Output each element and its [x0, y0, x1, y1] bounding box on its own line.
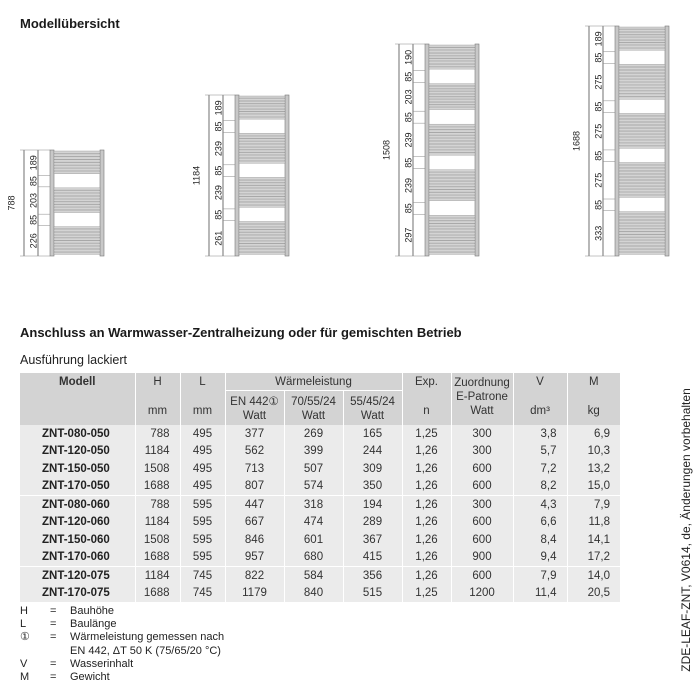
value-cell: 356: [343, 567, 402, 585]
value-cell: 584: [284, 567, 343, 585]
svg-text:239: 239: [403, 177, 414, 194]
svg-text:275: 275: [593, 123, 604, 139]
col-zuordnung-label2: E-Patrone: [456, 391, 508, 403]
value-cell: 600: [451, 460, 513, 478]
legend-equals: =: [50, 631, 57, 644]
table-row: [20, 531, 620, 549]
model-cell: ZNT-120-050: [20, 443, 135, 461]
value-cell: 788: [135, 496, 180, 514]
value-cell: 807: [225, 478, 284, 496]
col-70-55-24: [284, 391, 343, 426]
legend-key: L: [20, 618, 27, 631]
svg-text:297: 297: [403, 227, 414, 243]
value-cell: 1184: [135, 514, 180, 532]
col-55-unit: Watt: [360, 410, 385, 422]
col-h-label: H: [153, 376, 162, 388]
value-cell: 11,4: [513, 585, 567, 603]
table-row: [20, 478, 620, 496]
value-cell: 1508: [135, 531, 180, 549]
legend-item: [20, 631, 224, 644]
model-overview-heading: Modellübersicht: [20, 16, 120, 31]
svg-text:85: 85: [403, 203, 414, 214]
model-cell: ZNT-080-050: [20, 425, 135, 443]
value-cell: 600: [451, 478, 513, 496]
value-cell: 495: [180, 425, 225, 443]
legend-item: [20, 671, 224, 684]
value-cell: 745: [180, 585, 225, 603]
radiator-diagram-1688: [571, 24, 685, 258]
value-cell: 11,8: [567, 514, 620, 532]
col-en442: [225, 391, 284, 426]
svg-text:275: 275: [593, 172, 604, 188]
table-row: [20, 514, 620, 532]
col-en442-label: EN 442①: [230, 396, 279, 408]
value-cell: 1,26: [402, 443, 451, 461]
svg-text:189: 189: [28, 155, 39, 171]
value-cell: 7,9: [513, 567, 567, 585]
value-cell: 300: [451, 425, 513, 443]
legend-key: [20, 645, 50, 658]
table-row: [20, 460, 620, 478]
value-cell: 1200: [451, 585, 513, 603]
legend-equals: =: [50, 671, 57, 684]
table-row: [20, 567, 620, 585]
legend-key: ①: [20, 631, 30, 644]
value-cell: 562: [225, 443, 284, 461]
svg-text:85: 85: [28, 176, 39, 187]
document-reference-note: ZDE-LEAF-ZNT, V0614, de, Änderungen vorbehalten: [679, 388, 693, 672]
col-m-unit: kg: [587, 405, 600, 417]
svg-text:85: 85: [213, 121, 224, 132]
col-zuordnung-unit: Watt: [470, 405, 494, 417]
legend-text: Gewicht: [70, 671, 110, 684]
svg-text:1508: 1508: [381, 139, 392, 161]
col-modell: Modell: [20, 373, 135, 425]
col-en442-unit: Watt: [242, 410, 267, 422]
spec-table: [20, 373, 620, 602]
value-cell: 840: [284, 585, 343, 603]
table-row: [20, 425, 620, 443]
svg-text:261: 261: [213, 230, 224, 246]
svg-text:203: 203: [403, 89, 414, 105]
value-cell: 5,7: [513, 443, 567, 461]
col-v-unit: dm³: [530, 405, 550, 417]
col-waermeleistung: Wärmeleistung: [225, 373, 402, 391]
value-cell: 309: [343, 460, 402, 478]
col-55-45-24: [343, 391, 402, 426]
value-cell: 1688: [135, 585, 180, 603]
legend-text: EN 442, ΔT 50 K (75/65/20 °C): [70, 644, 221, 657]
value-cell: 1,25: [402, 585, 451, 603]
value-cell: 165: [343, 425, 402, 443]
legend-item: [20, 658, 224, 671]
value-cell: 8,2: [513, 478, 567, 496]
value-cell: 1,26: [402, 460, 451, 478]
svg-text:788: 788: [6, 195, 17, 211]
value-cell: 1,25: [402, 425, 451, 443]
col-l: [180, 373, 225, 425]
value-cell: 822: [225, 567, 284, 585]
value-cell: 1688: [135, 549, 180, 567]
value-cell: 8,4: [513, 531, 567, 549]
value-cell: 1184: [135, 443, 180, 461]
svg-text:85: 85: [28, 214, 39, 225]
legend-text: Wärmeleistung gemessen nach: [70, 631, 225, 644]
svg-text:85: 85: [403, 71, 414, 82]
value-cell: 9,4: [513, 549, 567, 567]
col-v-label: V: [536, 376, 544, 388]
radiator-diagram-1184: [191, 93, 305, 258]
value-cell: 6,6: [513, 514, 567, 532]
value-cell: 1,26: [402, 496, 451, 514]
svg-text:85: 85: [593, 52, 604, 63]
legend: [20, 605, 224, 684]
value-cell: 6,9: [567, 425, 620, 443]
radiator-drawing: [191, 93, 305, 258]
table-row: [20, 549, 620, 567]
col-70-unit: Watt: [301, 410, 326, 422]
radiator-drawing: [6, 148, 120, 258]
legend-equals: =: [50, 657, 57, 670]
value-cell: 377: [225, 425, 284, 443]
value-cell: 515: [343, 585, 402, 603]
col-exp: [402, 373, 451, 425]
value-cell: 415: [343, 549, 402, 567]
value-cell: 1,26: [402, 514, 451, 532]
legend-equals: [50, 645, 70, 658]
value-cell: 1,26: [402, 531, 451, 549]
value-cell: 595: [180, 514, 225, 532]
legend-item: [20, 645, 224, 658]
legend-text: Bauhöhe: [70, 605, 115, 617]
svg-text:85: 85: [213, 209, 224, 220]
value-cell: 713: [225, 460, 284, 478]
radiator-drawing: [381, 42, 495, 258]
legend-equals: =: [50, 618, 57, 631]
legend-key: H: [20, 605, 28, 617]
svg-text:239: 239: [403, 132, 414, 148]
svg-text:189: 189: [213, 100, 224, 116]
value-cell: 1,26: [402, 567, 451, 585]
value-cell: 399: [284, 443, 343, 461]
value-cell: 1,26: [402, 478, 451, 496]
connection-heading: Anschluss an Warmwasser-Zentralheizung oder für gemischten Betrieb: [20, 325, 462, 340]
legend-key: V: [20, 657, 28, 670]
model-cell: ZNT-120-060: [20, 514, 135, 532]
value-cell: 300: [451, 443, 513, 461]
svg-text:239: 239: [213, 185, 224, 201]
value-cell: 495: [180, 460, 225, 478]
value-cell: 13,2: [567, 460, 620, 478]
value-cell: 447: [225, 496, 284, 514]
value-cell: 595: [180, 496, 225, 514]
value-cell: 194: [343, 496, 402, 514]
col-l-unit: mm: [192, 405, 213, 417]
value-cell: 15,0: [567, 478, 620, 496]
radiator-diagram-788: [6, 148, 120, 258]
model-cell: ZNT-150-050: [20, 460, 135, 478]
svg-text:85: 85: [593, 150, 604, 161]
svg-text:85: 85: [213, 165, 224, 176]
col-v: [513, 373, 567, 425]
value-cell: 574: [284, 478, 343, 496]
col-l-label: L: [199, 376, 206, 388]
value-cell: 10,3: [567, 443, 620, 461]
value-cell: 7,9: [567, 496, 620, 514]
svg-text:203: 203: [28, 192, 39, 209]
radiator-drawing: [571, 24, 685, 258]
value-cell: 900: [451, 549, 513, 567]
legend-item: [20, 605, 224, 618]
value-cell: 20,5: [567, 585, 620, 603]
model-cell: ZNT-170-060: [20, 549, 135, 567]
value-cell: 680: [284, 549, 343, 567]
model-cell: ZNT-150-060: [20, 531, 135, 549]
col-m-label: M: [588, 376, 599, 388]
value-cell: 667: [225, 514, 284, 532]
svg-text:189: 189: [593, 31, 604, 47]
value-cell: 300: [451, 496, 513, 514]
svg-text:1184: 1184: [191, 165, 202, 186]
value-cell: 1,26: [402, 549, 451, 567]
col-zuordnung-label: Zuordnung: [454, 377, 510, 389]
value-cell: 367: [343, 531, 402, 549]
col-55-label: 55/45/24: [350, 396, 395, 408]
value-cell: 4,3: [513, 496, 567, 514]
value-cell: 601: [284, 531, 343, 549]
col-h: [135, 373, 180, 425]
col-70-label: 70/55/24: [291, 396, 336, 408]
value-cell: 846: [225, 531, 284, 549]
svg-text:85: 85: [403, 157, 414, 168]
svg-text:1688: 1688: [571, 130, 582, 152]
model-cell: ZNT-170-075: [20, 585, 135, 603]
value-cell: 600: [451, 514, 513, 532]
value-cell: 14,0: [567, 567, 620, 585]
col-h-unit: mm: [147, 405, 168, 417]
value-cell: 595: [180, 531, 225, 549]
value-cell: 1688: [135, 478, 180, 496]
value-cell: 1184: [135, 567, 180, 585]
value-cell: 474: [284, 514, 343, 532]
legend-text: Baulänge: [70, 618, 117, 631]
value-cell: 14,1: [567, 531, 620, 549]
col-exp-label: Exp.: [414, 376, 438, 388]
value-cell: 600: [451, 531, 513, 549]
legend-text: Wasserinhalt: [70, 657, 134, 670]
table-row: [20, 496, 620, 514]
model-cell: ZNT-080-060: [20, 496, 135, 514]
finish-subheading: Ausführung lackiert: [20, 353, 128, 367]
value-cell: 269: [284, 425, 343, 443]
model-cell: ZNT-170-050: [20, 478, 135, 496]
value-cell: 495: [180, 478, 225, 496]
svg-text:85: 85: [403, 112, 414, 123]
value-cell: 7,2: [513, 460, 567, 478]
col-zuordnung: [451, 373, 513, 425]
value-cell: 17,2: [567, 549, 620, 567]
value-cell: 507: [284, 460, 343, 478]
legend-equals: =: [50, 605, 57, 617]
table-row: [20, 443, 620, 461]
col-m: [567, 373, 620, 425]
value-cell: 600: [451, 567, 513, 585]
svg-text:239: 239: [213, 141, 224, 157]
value-cell: 318: [284, 496, 343, 514]
radiator-diagram-1508: [381, 42, 495, 258]
value-cell: 788: [135, 425, 180, 443]
svg-text:275: 275: [593, 74, 604, 90]
col-exp-unit: n: [423, 405, 430, 417]
value-cell: 957: [225, 549, 284, 567]
model-cell: ZNT-120-075: [20, 567, 135, 585]
value-cell: 745: [180, 567, 225, 585]
value-cell: 3,8: [513, 425, 567, 443]
svg-text:190: 190: [403, 49, 414, 65]
svg-text:226: 226: [28, 233, 39, 249]
value-cell: 1508: [135, 460, 180, 478]
value-cell: 244: [343, 443, 402, 461]
value-cell: 289: [343, 514, 402, 532]
value-cell: 350: [343, 478, 402, 496]
legend-key: M: [20, 671, 30, 684]
value-cell: 495: [180, 443, 225, 461]
value-cell: 595: [180, 549, 225, 567]
svg-text:333: 333: [593, 225, 604, 241]
value-cell: 1179: [225, 585, 284, 603]
svg-text:85: 85: [593, 199, 604, 210]
legend-item: [20, 618, 224, 631]
table-row: [20, 585, 620, 603]
svg-text:85: 85: [593, 101, 604, 112]
